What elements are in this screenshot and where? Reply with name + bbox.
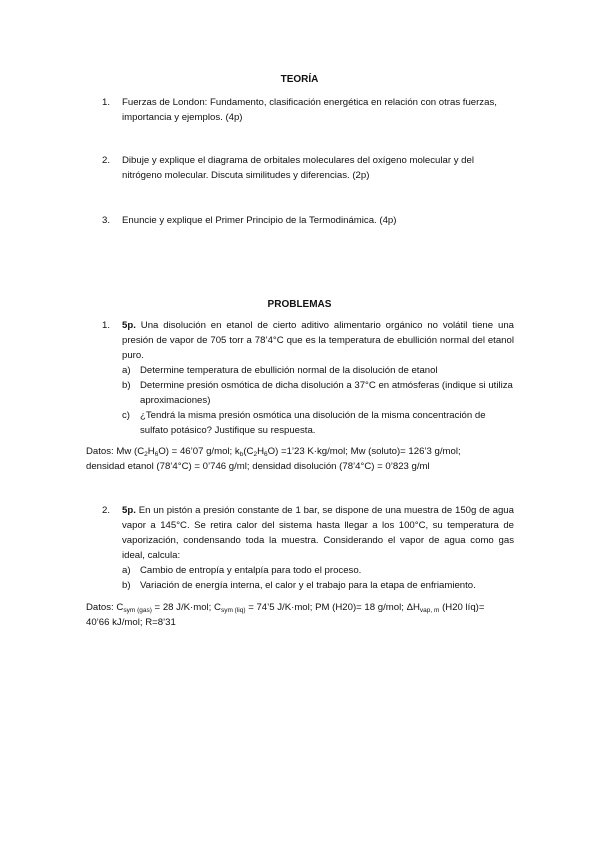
datos-label: Datos: — [86, 602, 114, 613]
sub-text: Cambio de entropía y entalpía para todo el proceso. — [140, 565, 362, 576]
datos-mw-value: = 46’07 g/mol; — [171, 446, 233, 457]
datos-dh: ΔH — [406, 602, 420, 613]
problem-statement — [122, 503, 514, 563]
datos-label: Datos: — [86, 446, 114, 457]
sub-question-b — [122, 578, 514, 593]
problem-statement — [122, 318, 514, 363]
sub-text: Determine temperatura de ebullición normal de la disolución de etanol — [140, 365, 438, 376]
teoria-item-3 — [102, 213, 514, 228]
datos-dh-value: (H20 líq)= — [442, 602, 485, 613]
datos-c1: C — [116, 602, 124, 613]
datos-line-2: densidad etanol (78’4°C) = 0’746 g/ml; densidad disolución (78’4°C) = 0’823 g/ml — [86, 461, 430, 472]
datos-c1-value: = 28 J/K·mol; — [154, 602, 212, 613]
datos-kb-sub: b — [239, 451, 244, 458]
sub-text: Variación de energía interna, el calor y el trabajo para la etapa de enfriamiento. — [140, 580, 476, 591]
problem-text: En un pistón a presión constante de 1 bar, se dispone de una muestra de 150g de agua vapor a 145°C. Se retira calor del sistema hasta llegar a los 100°C, su temperatura de vaporización, condensando toda la muestra. Considerando el vapor de agua como gas ideal, calcula: — [122, 505, 514, 561]
datos-c2-value: = 74’5 J/K·mol; PM (H20)= 18 g/mol; — [248, 602, 404, 613]
sub-letter: a) — [122, 565, 131, 576]
datos-c1-sub: sym (gas) — [123, 607, 152, 614]
datos-line-1 — [86, 600, 526, 615]
problemas-heading: PROBLEMAS — [267, 299, 332, 310]
problema-2 — [102, 503, 514, 593]
datos-line-2: 40’66 kJ/mol; R=8’31 — [86, 617, 176, 628]
formula-c: C — [137, 446, 145, 457]
formula-h-sub: 6 — [264, 451, 268, 458]
sub-question-a — [122, 563, 514, 578]
formula-h: H — [257, 446, 265, 457]
datos-dh-sub: vap, m — [419, 607, 440, 614]
item-number: 1. — [102, 97, 111, 108]
sub-letter: b) — [122, 580, 131, 591]
datos-line-1: Datos: Mw $(C_2H_6O)$ = 46’07 g/mol; $k_b(C_2H_6O)$ =1’23 K·kg/mol; Mw (soluto)= 126’3 g/mol; — [86, 446, 461, 458]
sub-question-a — [122, 363, 514, 378]
datos-c2-sub: sym (liq) — [220, 607, 246, 614]
datos-mw: Mw — [116, 446, 132, 457]
teoria-item-2 — [102, 153, 514, 183]
sub-question-b — [122, 378, 514, 408]
formula-h: H — [147, 446, 155, 457]
formula-c-sub: 2 — [253, 451, 258, 458]
datos-problema-2 — [86, 600, 526, 630]
item-number: 2. — [102, 505, 111, 516]
sub-text: Determine presión osmótica de dicha disolución a 37°C en atmósferas (indique si utiliza aproximaciones) — [140, 380, 513, 406]
sub-letter: c) — [122, 410, 130, 421]
problem-text: Una disolución en etanol de cierto aditivo alimentario orgánico no volátil tiene una presión de vapor de 705 torr a 78’4°C que es la temperatura de ebullición normal del etanol puro. — [122, 320, 514, 361]
formula-o: O — [158, 446, 166, 457]
item-number: 3. — [102, 215, 111, 226]
formula-o: O — [267, 446, 276, 457]
datos-c2: C — [214, 602, 221, 613]
teoria-heading: TEORÍA — [280, 74, 319, 85]
sub-text: ¿Tendrá la misma presión osmótica una disolución de la misma concentración de sulfato potásico? Justifique su respuesta. — [140, 410, 486, 436]
points-label: 5p. — [122, 320, 136, 331]
formula-c-sub: 2 — [144, 451, 148, 458]
datos-kb-value: =1’23 K·kg/mol; Mw (soluto)= 126’3 g/mol; — [280, 446, 461, 457]
sub-letter: a) — [122, 365, 131, 376]
sub-question-c — [122, 408, 514, 438]
points-label: 5p. — [122, 505, 136, 516]
teoria-item-1 — [102, 95, 514, 125]
item-number: 1. — [102, 320, 111, 331]
problema-1 — [102, 318, 514, 438]
item-text: Fuerzas de London: Fundamento, clasificación energética en relación con otras fuerzas, importancia y ejemplos. (4p) — [122, 97, 497, 123]
item-text: Enuncie y explique el Primer Principio de la Termodinámica. (4p) — [122, 215, 397, 226]
item-text: Dibuje y explique el diagrama de orbitales moleculares del oxígeno molecular y del nitrógeno molecular. Discuta similitudes y diferencias. (2p) — [122, 155, 474, 181]
item-number: 2. — [102, 155, 111, 166]
formula-h-sub: 6 — [154, 451, 159, 458]
datos-kb: k — [234, 446, 240, 457]
datos-problema-1 — [86, 444, 526, 474]
formula-c: C — [246, 446, 254, 457]
sub-letter: b) — [122, 380, 131, 391]
